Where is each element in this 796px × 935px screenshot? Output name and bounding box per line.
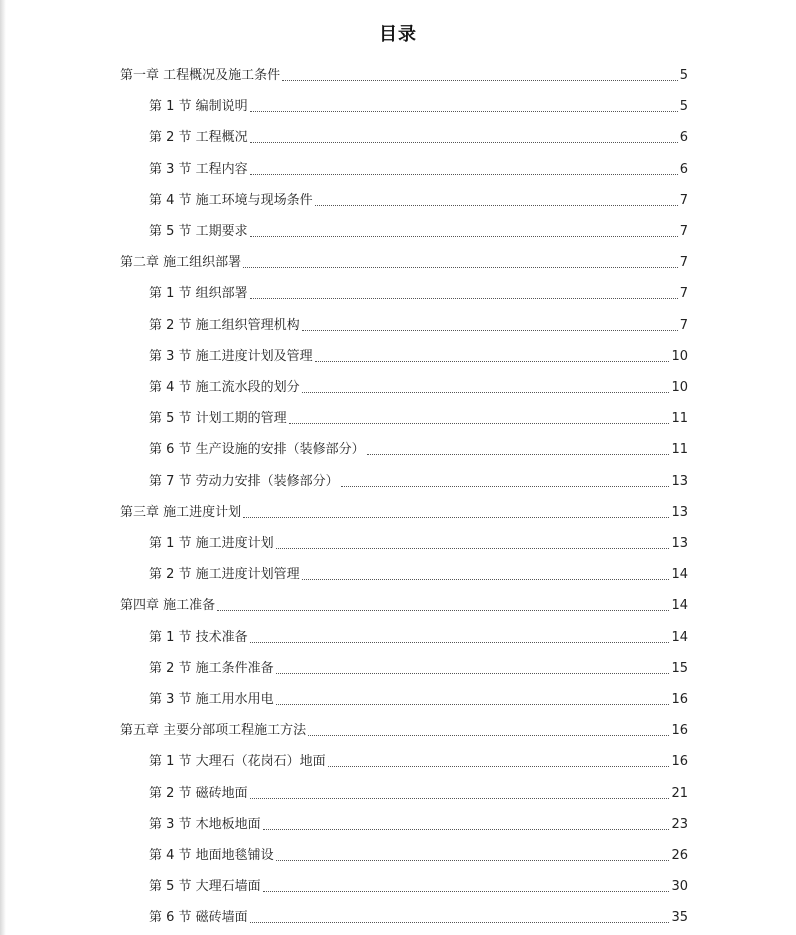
toc-entry-label: 技术准备 xyxy=(195,629,248,645)
toc-entry-label: 施工进度计划管理 xyxy=(195,567,300,583)
toc-chapter-entry[interactable] xyxy=(120,243,688,271)
toc-section-entry[interactable] xyxy=(149,462,688,490)
toc-entry-label: 施工进度计划及管理 xyxy=(195,348,313,364)
toc-dot-leader xyxy=(302,578,670,580)
toc-page-number: 7 xyxy=(679,317,688,333)
toc-page-number: 14 xyxy=(671,629,688,645)
toc-entry-label: 地面地毯铺设 xyxy=(195,848,274,863)
toc-entry-number: 第 5 节 xyxy=(149,411,196,427)
toc-page-number: 6 xyxy=(679,130,688,146)
toc-page-number: 13 xyxy=(671,473,688,489)
toc-page-number: 14 xyxy=(671,567,688,583)
toc-entry-label: 施工组织部署 xyxy=(163,255,242,271)
toc-entry-label: 编制说明 xyxy=(195,99,248,115)
toc-entry-label: 大理石（花岗石）地面 xyxy=(195,754,326,770)
toc-dot-leader xyxy=(250,641,670,643)
toc-entry-label: 工程内容 xyxy=(195,161,248,177)
toc-entry-number: 第 2 节 xyxy=(149,785,196,801)
toc-dot-leader xyxy=(263,828,670,830)
toc-section-entry[interactable] xyxy=(149,118,688,146)
toc-page-number: 7 xyxy=(679,224,688,239)
toc-entry-number: 第 6 节 xyxy=(149,442,196,458)
toc-entry-number: 第 1 节 xyxy=(149,286,196,302)
toc-dot-leader xyxy=(243,266,678,268)
toc-page-number: 11 xyxy=(671,411,688,427)
toc-page-number: 7 xyxy=(679,192,688,208)
toc-entry-label: 工期要求 xyxy=(195,224,248,239)
toc-dot-leader xyxy=(282,79,678,81)
toc-dot-leader xyxy=(250,235,678,237)
toc-section-entry[interactable] xyxy=(149,742,688,770)
toc-entry-number: 第 5 节 xyxy=(149,879,196,895)
toc-entry-label: 劳动力安排（装修部分） xyxy=(195,473,339,489)
toc-section-entry[interactable] xyxy=(149,430,688,458)
toc-dot-leader xyxy=(328,765,670,767)
toc-entry-number: 第 5 节 xyxy=(149,224,196,239)
toc-entry-number: 第 1 节 xyxy=(149,629,196,645)
toc-entry-label: 施工环境与现场条件 xyxy=(195,192,313,208)
toc-dot-leader xyxy=(250,797,670,799)
toc-page-number: 30 xyxy=(671,879,688,895)
toc-section-entry[interactable] xyxy=(149,649,688,677)
toc-section-entry[interactable] xyxy=(149,524,688,552)
toc-entry-label: 工程概况及施工条件 xyxy=(163,68,281,83)
toc-dot-leader xyxy=(250,173,678,175)
toc-dot-leader xyxy=(276,703,670,705)
toc-entry-label: 施工准备 xyxy=(163,598,216,614)
toc-page-number: 5 xyxy=(679,99,688,115)
toc-dot-leader xyxy=(302,391,670,393)
toc-entry-label: 施工进度计划 xyxy=(195,536,274,551)
toc-entry-label: 施工进度计划 xyxy=(163,504,242,520)
toc-entry-number: 第 6 节 xyxy=(149,910,196,926)
toc-dot-leader xyxy=(276,547,670,549)
toc-entry-number: 第 4 节 xyxy=(149,848,196,863)
toc-entry-number: 第 3 节 xyxy=(149,816,196,832)
toc-entry-label: 计划工期的管理 xyxy=(195,411,287,427)
toc-entry-label: 施工流水段的划分 xyxy=(195,380,300,395)
toc-entry-number: 第二章 xyxy=(120,255,164,271)
toc-page-number: 21 xyxy=(671,785,688,801)
toc-section-entry[interactable] xyxy=(149,774,688,802)
toc-section-entry[interactable] xyxy=(149,867,688,895)
toc-page-number: 6 xyxy=(679,161,688,177)
toc-page-number: 15 xyxy=(671,660,688,676)
toc-section-entry[interactable] xyxy=(149,680,688,708)
toc-section-entry[interactable] xyxy=(149,805,688,833)
toc-entry-number: 第一章 xyxy=(120,68,164,83)
toc-page-number: 10 xyxy=(671,380,688,395)
toc-page-number: 7 xyxy=(679,255,688,271)
toc-section-entry[interactable] xyxy=(149,618,688,646)
toc-entry-number: 第 3 节 xyxy=(149,692,196,707)
toc-entry-number: 第 4 节 xyxy=(149,192,196,208)
toc-dot-leader xyxy=(289,422,670,424)
toc-dot-leader xyxy=(341,485,670,487)
toc-page-number: 5 xyxy=(679,68,688,83)
toc-section-entry[interactable] xyxy=(149,150,688,178)
toc-dot-leader xyxy=(217,609,669,611)
toc-entry-number: 第 4 节 xyxy=(149,380,196,395)
toc-section-entry[interactable] xyxy=(149,87,688,115)
toc-title: 目录 xyxy=(379,24,417,45)
toc-section-entry[interactable] xyxy=(149,368,688,396)
toc-section-entry[interactable] xyxy=(149,306,688,334)
toc-entry-number: 第五章 xyxy=(120,723,164,739)
toc-entry-label: 大理石墙面 xyxy=(195,879,261,895)
toc-entry-number: 第三章 xyxy=(120,504,164,520)
toc-entry-label: 施工用水用电 xyxy=(195,692,274,707)
toc-chapter-entry[interactable] xyxy=(120,711,688,739)
toc-entry-label: 生产设施的安排（装修部分） xyxy=(195,442,365,458)
toc-dot-leader xyxy=(308,734,669,736)
toc-page-number: 16 xyxy=(671,692,688,707)
toc-dot-leader xyxy=(263,890,670,892)
toc-entry-number: 第 1 节 xyxy=(149,536,196,551)
toc-page-number: 14 xyxy=(671,598,688,614)
toc-entry-number: 第 2 节 xyxy=(149,317,196,333)
toc-entry-number: 第 3 节 xyxy=(149,348,196,364)
toc-section-entry[interactable] xyxy=(149,337,688,365)
toc-entry-label: 组织部署 xyxy=(195,286,248,302)
toc-entry-label: 磁砖地面 xyxy=(195,785,248,801)
toc-entry-number: 第 2 节 xyxy=(149,660,196,676)
toc-page-number: 23 xyxy=(671,816,688,832)
toc-section-entry[interactable] xyxy=(149,274,688,302)
toc-entry-number: 第四章 xyxy=(120,598,164,614)
toc-page-number: 13 xyxy=(671,536,688,551)
toc-dot-leader xyxy=(250,921,670,923)
toc-dot-leader xyxy=(367,453,670,455)
toc-section-entry[interactable] xyxy=(149,399,688,427)
toc-entry-number: 第 1 节 xyxy=(149,99,196,115)
toc-entry-number: 第 2 节 xyxy=(149,567,196,583)
toc-page-number: 13 xyxy=(671,504,688,520)
toc-dot-leader xyxy=(243,516,669,518)
toc-section-entry[interactable] xyxy=(149,212,688,240)
toc-section-entry[interactable] xyxy=(149,555,688,583)
toc-chapter-entry[interactable] xyxy=(120,56,688,84)
toc-entry-label: 施工组织管理机构 xyxy=(195,317,300,333)
toc-chapter-entry[interactable] xyxy=(120,493,688,521)
toc-dot-leader xyxy=(250,110,678,112)
toc-page-number: 16 xyxy=(671,754,688,770)
toc-entry-label: 木地板地面 xyxy=(195,816,261,832)
toc-entry-label: 磁砖墙面 xyxy=(195,910,248,926)
toc-page-number: 26 xyxy=(671,848,688,863)
toc-entry-number: 第 2 节 xyxy=(149,130,196,146)
toc-dot-leader xyxy=(315,360,670,362)
toc-page-number: 16 xyxy=(671,723,688,739)
page-edge-shadow xyxy=(0,0,6,935)
toc-dot-leader xyxy=(250,141,678,143)
toc-entry-label: 主要分部项工程施工方法 xyxy=(163,723,307,739)
toc-dot-leader xyxy=(302,329,678,331)
toc-entry-number: 第 7 节 xyxy=(149,473,196,489)
toc-entry-number: 第 1 节 xyxy=(149,754,196,770)
toc-entry-label: 工程概况 xyxy=(195,130,248,146)
toc-section-entry[interactable] xyxy=(149,898,688,926)
toc-page-number: 35 xyxy=(671,910,688,926)
toc-chapter-entry[interactable] xyxy=(120,586,688,614)
toc-entry-label: 施工条件准备 xyxy=(195,660,274,676)
toc-dot-leader xyxy=(315,204,678,206)
toc-entry-number: 第 3 节 xyxy=(149,161,196,177)
toc-dot-leader xyxy=(276,672,670,674)
toc-dot-leader xyxy=(250,297,678,299)
toc-page-number: 11 xyxy=(671,442,688,458)
toc-page-number: 7 xyxy=(679,286,688,302)
toc-page-number: 10 xyxy=(671,348,688,364)
toc-dot-leader xyxy=(276,859,670,861)
toc-section-entry[interactable] xyxy=(149,836,688,864)
toc-section-entry[interactable] xyxy=(149,181,688,209)
